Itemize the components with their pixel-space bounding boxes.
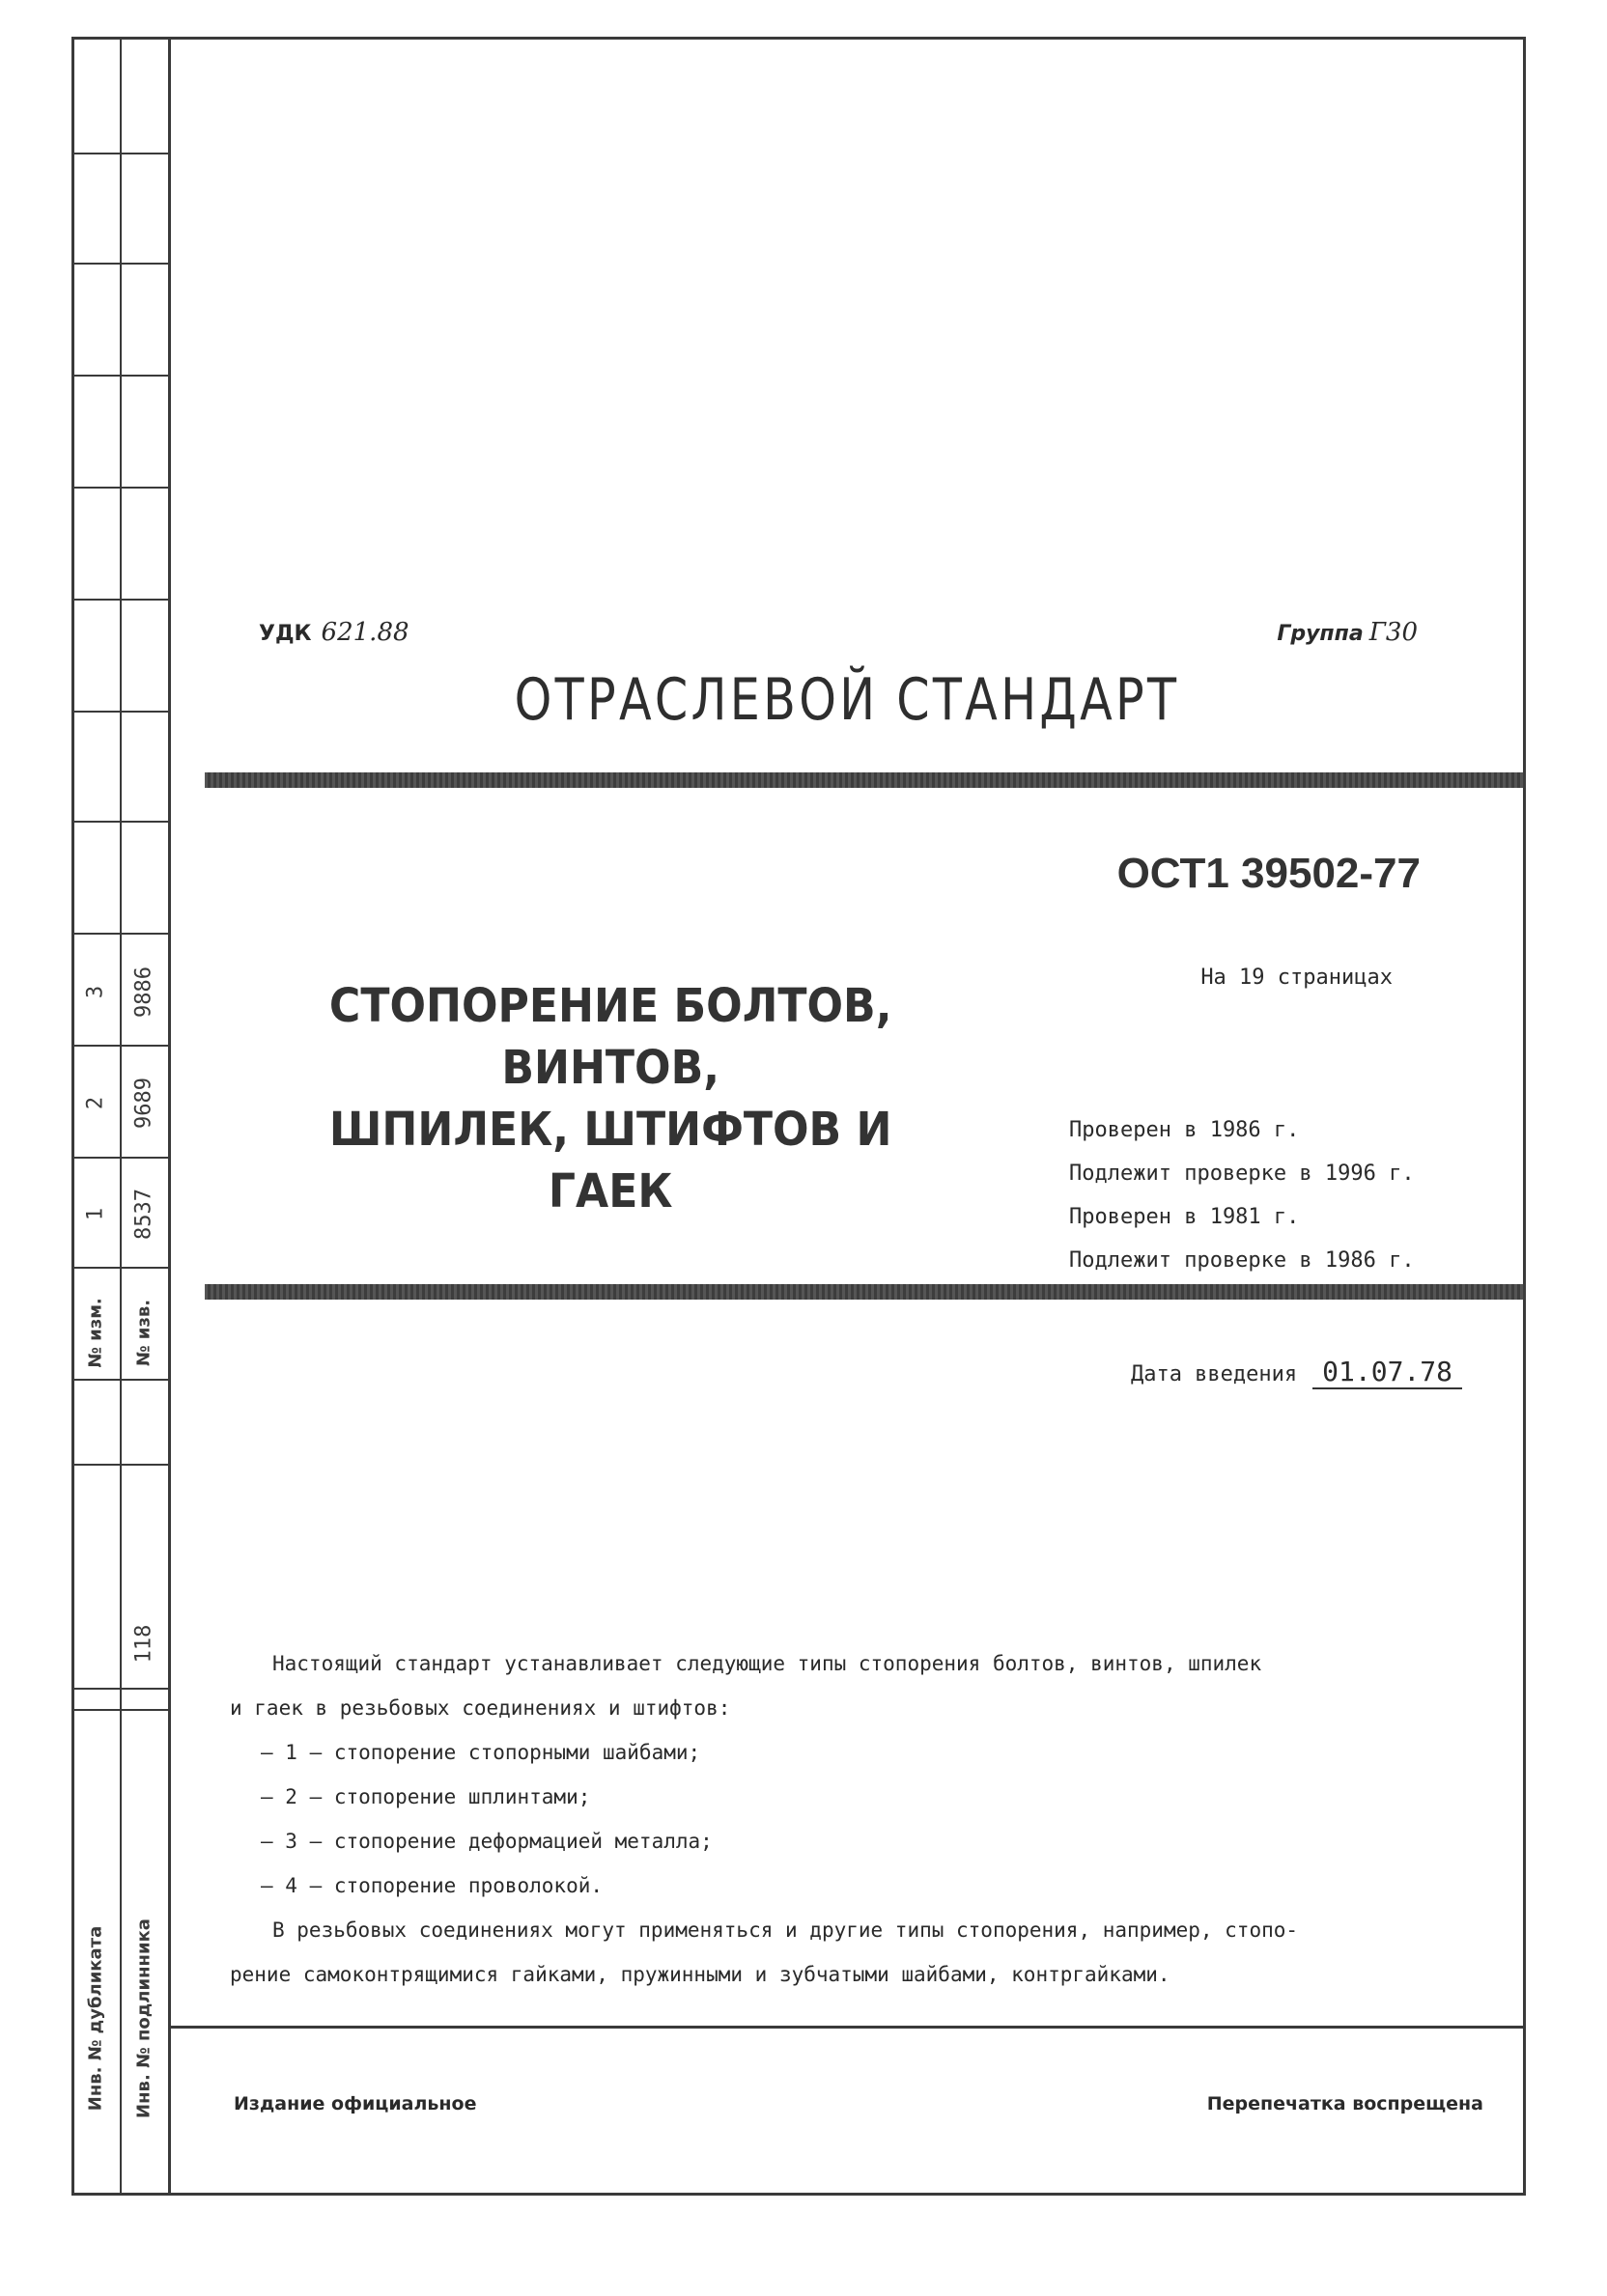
- group-value: Г30: [1368, 618, 1418, 647]
- revision-checks: [1069, 1108, 1415, 1282]
- check-line: Проверен в 1986 г.: [1069, 1118, 1300, 1142]
- document-subject: [268, 975, 952, 1222]
- list-item: – 4 – стопорение проволокой.: [261, 1874, 604, 1897]
- original-inventory-label: Инв. № подлинника: [133, 1918, 155, 2118]
- sidebar-rule: [71, 821, 168, 823]
- intro-date-label: Дата введения: [1130, 1362, 1298, 1386]
- group-code: [1277, 618, 1418, 647]
- footer-rule: [168, 2026, 1526, 2029]
- paragraph-line: Настоящий стандарт устанавливает следующие типы стопорения болтов, винтов, шпилек: [272, 1652, 1262, 1675]
- sidebar-rule: [71, 487, 168, 489]
- subject-line: ШПИЛЕК, ШТИФТОВ И ГАЕК: [328, 1103, 892, 1218]
- sidebar-rule: [71, 1045, 168, 1047]
- paragraph-line: и гаек в резьбовых соединениях и штифтов:: [230, 1696, 731, 1720]
- sidebar-rule: [71, 263, 168, 265]
- subject-line: СТОПОРЕНИЕ БОЛТОВ, ВИНТОВ,: [328, 979, 892, 1095]
- sidebar-rule: [71, 153, 168, 154]
- paragraph-line: В резьбовых соединениях могут применяться и другие типы стопорения, например, стопо-: [272, 1918, 1299, 1942]
- sidebar-rule: [71, 1267, 168, 1269]
- intro-date-value: 01.07.78: [1312, 1356, 1462, 1389]
- udk-label: УДК: [259, 622, 312, 646]
- sidebar-rule: [71, 375, 168, 377]
- list-item: – 2 – стопорение шплинтами;: [261, 1785, 591, 1808]
- notice-number: 9886: [131, 966, 156, 1018]
- udk-value: 621.88: [321, 618, 409, 647]
- change-number: 3: [83, 985, 108, 999]
- sidebar-rule: [71, 1688, 168, 1690]
- duplicate-inventory-label: Инв. № дубликата: [85, 1925, 106, 2112]
- standard-number: ОСТ1 39502-77: [1116, 850, 1421, 897]
- sidebar-rule: [71, 933, 168, 935]
- group-label: Группа: [1277, 622, 1364, 646]
- sidebar-rule: [71, 1157, 168, 1159]
- page-title: ОТРАСЛЕВОЙ СТАНДАРТ: [514, 666, 1180, 734]
- notice-number: 8537: [131, 1189, 156, 1240]
- footer-official-edition: Издание официальное: [234, 2093, 477, 2114]
- list-item: – 1 – стопорение стопорными шайбами;: [261, 1741, 701, 1764]
- notice-number: 9689: [131, 1078, 156, 1129]
- sidebar-rule: [71, 711, 168, 713]
- list-item: – 3 – стопорение деформацией металла;: [261, 1830, 713, 1853]
- paragraph-line: рение самоконтрящимися гайками, пружинными и зубчатыми шайбами, контргайками.: [230, 1963, 1170, 1986]
- footer-reprint-prohibited: Перепечатка воспрещена: [1206, 2093, 1483, 2114]
- original-inventory-value: 118: [131, 1624, 156, 1664]
- body-text: [230, 1641, 1505, 1997]
- title-rule: [205, 772, 1526, 788]
- header-rule: [205, 1284, 1526, 1300]
- check-line: Проверен в 1981 г.: [1069, 1205, 1300, 1229]
- introduction-date: [1131, 1356, 1462, 1387]
- check-line: Подлежит проверке в 1996 г.: [1069, 1162, 1415, 1186]
- sidebar-rule: [71, 1709, 168, 1711]
- sidebar-rule: [71, 1464, 168, 1466]
- notice-number-label: № изв.: [133, 1299, 155, 1367]
- sidebar-rule: [71, 1379, 168, 1381]
- pages-note: На 19 страницах: [1200, 966, 1393, 990]
- change-number: 2: [83, 1096, 108, 1110]
- sidebar-rule: [71, 599, 168, 601]
- udk-code: [259, 618, 409, 647]
- change-number-label: № изм.: [85, 1298, 106, 1368]
- change-number: 1: [83, 1207, 108, 1221]
- check-line: Подлежит проверке в 1986 г.: [1069, 1248, 1415, 1273]
